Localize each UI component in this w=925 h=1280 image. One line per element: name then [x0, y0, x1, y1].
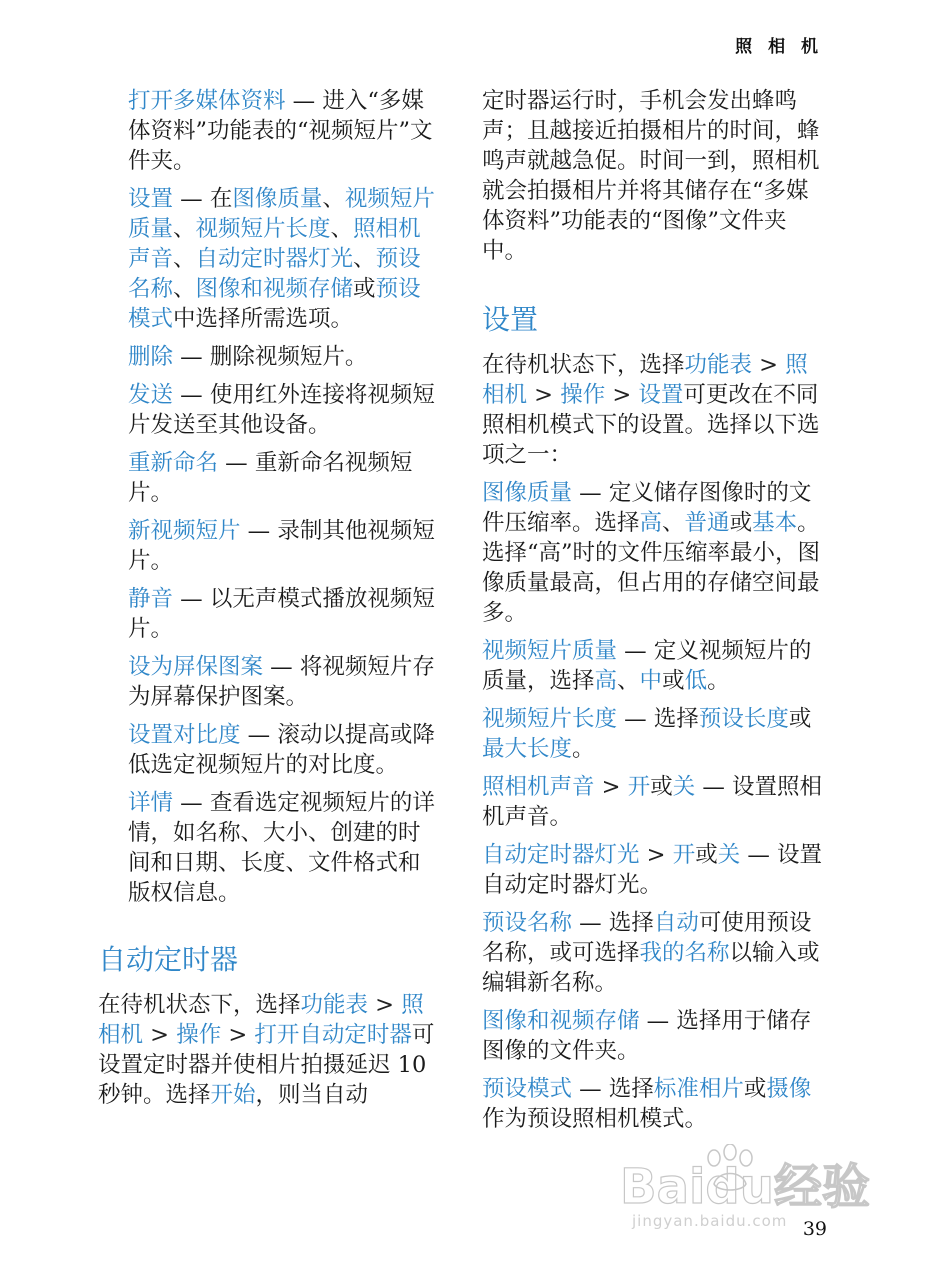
- watermark-url: jingyan.baidu.com: [632, 1212, 788, 1230]
- menu-term: 高: [594, 668, 618, 694]
- body-text: — 进入“多媒体资料”功能表的“视频短片”文件夹。: [128, 88, 433, 174]
- body-text: 或: [788, 706, 812, 732]
- menu-term: 视频短片长度: [482, 706, 618, 732]
- body-text: 或: [743, 1076, 767, 1102]
- body-text: >: [527, 382, 561, 408]
- body-text: >: [221, 1022, 255, 1048]
- body-text: — 定义视频短片的质量，选择: [482, 638, 812, 694]
- menu-term: 打开自动定时器: [254, 1022, 412, 1048]
- body-text: — 以无声模式播放视频短片。: [128, 586, 435, 642]
- menu-term: 预设名称: [128, 246, 421, 302]
- menu-term: 预设模式: [128, 276, 421, 332]
- menu-term: 开: [627, 774, 651, 800]
- menu-term: 开始: [210, 1082, 256, 1108]
- menu-term: 设置: [638, 382, 684, 408]
- menu-term: 关: [672, 774, 696, 800]
- body-text: 可更改在不同照相机模式下的设置。选择以下选项之一：: [482, 382, 820, 468]
- menu-term: 关: [717, 842, 741, 868]
- body-text: >: [594, 774, 628, 800]
- body-text: — 重新命名视频短片。: [128, 450, 413, 506]
- body-text: — 滚动以提高或降低选定视频短片的对比度。: [128, 722, 435, 778]
- setting-option: [482, 636, 827, 696]
- menu-option: [98, 86, 438, 176]
- menu-term: 照相机声音: [482, 774, 595, 800]
- menu-term: 静音: [128, 586, 174, 612]
- section-title-self-timer: 自动定时器: [98, 943, 239, 976]
- menu-term: 设为屏保图案: [128, 654, 264, 680]
- menu-term: 操作: [560, 382, 606, 408]
- body-text: — 选择用于储存图像的文件夹。: [482, 1008, 812, 1064]
- body-text: 或: [650, 774, 673, 800]
- body-text: 以输入或编辑新名称。: [482, 940, 820, 996]
- left-column: [98, 86, 438, 1118]
- menu-term: 删除: [128, 344, 174, 370]
- menu-term: 图像和视频存储: [482, 1008, 640, 1034]
- menu-term: 预设模式: [482, 1076, 573, 1102]
- menu-term: 功能表: [684, 352, 753, 378]
- body-text: 、: [173, 216, 196, 242]
- menu-term: 照相机: [98, 992, 424, 1048]
- menu-term: 我的名称: [639, 940, 730, 966]
- menu-option: [98, 652, 438, 712]
- body-text: 。: [707, 668, 730, 694]
- menu-term: 开: [672, 842, 696, 868]
- menu-term: 照相机声音: [128, 216, 421, 272]
- menu-term: 设置对比度: [128, 722, 241, 748]
- body-text: 定时器运行时，手机会发出蜂鸣声；且越接近拍摄相片的时间，蜂鸣声就越急促。时间一到，照相机就会拍摄相片并将其储存在“多媒体资料”功能表的“图像”文件夹中。: [482, 88, 820, 264]
- menu-term: 摄像: [766, 1076, 812, 1102]
- menu-term: 标准相片: [653, 1076, 744, 1102]
- body-text: — 选择: [617, 706, 699, 732]
- right-column: [482, 86, 827, 1142]
- setting-option: [482, 840, 827, 900]
- menu-option: [98, 184, 438, 334]
- setting-option: [482, 704, 827, 764]
- menu-term: 中: [639, 668, 663, 694]
- menu-term: 照相机: [482, 352, 808, 408]
- body-text: 、: [173, 276, 196, 302]
- body-text: — 删除视频短片。: [173, 344, 368, 370]
- menu-term: 最大长度: [482, 736, 573, 762]
- menu-term: 打开多媒体资料: [128, 88, 286, 114]
- menu-option: [98, 584, 438, 644]
- menu-term: 图像和视频存储: [195, 276, 354, 302]
- setting-option: [482, 772, 827, 832]
- body-text: >: [605, 382, 639, 408]
- body-text: 或: [662, 668, 685, 694]
- section-intro-settings: [482, 350, 827, 470]
- body-text: 、: [617, 668, 640, 694]
- menu-term: 自动: [653, 910, 699, 936]
- continued-paragraph: [482, 86, 827, 266]
- body-text: — 将视频短片存为屏幕保护图案。: [128, 654, 435, 710]
- body-text: >: [639, 842, 673, 868]
- body-text: — 在: [173, 186, 233, 212]
- menu-term: 预设长度: [698, 706, 789, 732]
- body-text: 在待机状态下，选择: [482, 352, 685, 378]
- body-text: >: [143, 1022, 177, 1048]
- menu-term: 视频短片长度: [195, 216, 331, 242]
- menu-term: 普通: [684, 510, 730, 536]
- body-text: >: [752, 352, 786, 378]
- menu-term: 视频短片质量: [128, 186, 435, 242]
- menu-term: 高: [639, 510, 663, 536]
- page-number: 39: [802, 1218, 827, 1240]
- menu-option: [98, 516, 438, 576]
- body-text: ，则当自动: [255, 1082, 369, 1108]
- body-text: 、: [330, 216, 354, 242]
- body-text: 在待机状态下，选择: [98, 992, 301, 1018]
- menu-term: 预设名称: [482, 910, 573, 936]
- body-text: 。选择“高”时的文件压缩率最小，图像质量最高，但占用的存储空间最多。: [482, 510, 821, 626]
- body-text: — 录制其他视频短片。: [128, 518, 435, 574]
- body-text: 作为预设照相机模式。: [482, 1106, 708, 1132]
- setting-option: [482, 908, 827, 998]
- menu-option: [98, 720, 438, 780]
- running-header: 照 相 机: [735, 37, 823, 57]
- body-text: 。: [572, 736, 595, 762]
- menu-term: 功能表: [300, 992, 369, 1018]
- menu-term: 发送: [128, 382, 174, 408]
- menu-option: [98, 342, 438, 372]
- menu-option: [98, 380, 438, 440]
- body-text: 中选择所需选项。: [173, 306, 354, 332]
- menu-term: 操作: [176, 1022, 222, 1048]
- body-text: 或: [695, 842, 718, 868]
- menu-term: 设置: [128, 186, 174, 212]
- body-text: — 设置自动定时器灯光。: [482, 842, 823, 898]
- menu-option: [98, 788, 438, 908]
- menu-term: 详情: [128, 790, 174, 816]
- menu-term: 自动定时器灯光: [482, 842, 640, 868]
- body-text: 、: [662, 510, 685, 536]
- setting-option: [482, 1074, 827, 1134]
- body-text: — 定义储存图像时的文件压缩率。选择: [482, 480, 812, 536]
- watermark-brand: Baidu经验: [620, 1159, 870, 1215]
- setting-option: [482, 1006, 827, 1066]
- baidu-watermark: [620, 1148, 870, 1243]
- menu-term: 视频短片质量: [482, 638, 618, 664]
- body-text: 可使用预设名称，或可选择: [482, 910, 812, 966]
- menu-term: 自动定时器灯光: [195, 246, 354, 272]
- menu-term: 低: [684, 668, 708, 694]
- setting-option: [482, 478, 827, 628]
- body-text: 或: [729, 510, 753, 536]
- menu-term: 基本: [752, 510, 798, 536]
- body-text: 或: [353, 276, 376, 302]
- body-text: — 设置照相机声音。: [482, 774, 823, 830]
- body-text: 、: [173, 246, 196, 272]
- body-text: — 选择: [572, 1076, 654, 1102]
- menu-term: 重新命名: [128, 450, 219, 476]
- menu-term: 图像质量: [482, 480, 573, 506]
- menu-term: 图像质量: [232, 186, 323, 212]
- paw-icon: [700, 1144, 760, 1194]
- body-text: — 查看选定视频短片的详情，如名称、大小、创建的时间和日期、长度、文件格式和版权信息。: [128, 790, 435, 906]
- section-body-self-timer: [98, 990, 438, 1110]
- body-text: 可设置定时器并使相片拍摄延迟 10 秒钟。选择: [98, 1022, 435, 1108]
- body-text: 、: [353, 246, 376, 272]
- menu-option: [98, 448, 438, 508]
- body-text: 、: [322, 186, 345, 212]
- section-title-settings: 设置: [482, 303, 539, 336]
- body-text: — 使用红外连接将视频短片发送至其他设备。: [128, 382, 435, 438]
- body-text: — 选择: [572, 910, 654, 936]
- body-text: >: [368, 992, 402, 1018]
- menu-term: 新视频短片: [128, 518, 241, 544]
